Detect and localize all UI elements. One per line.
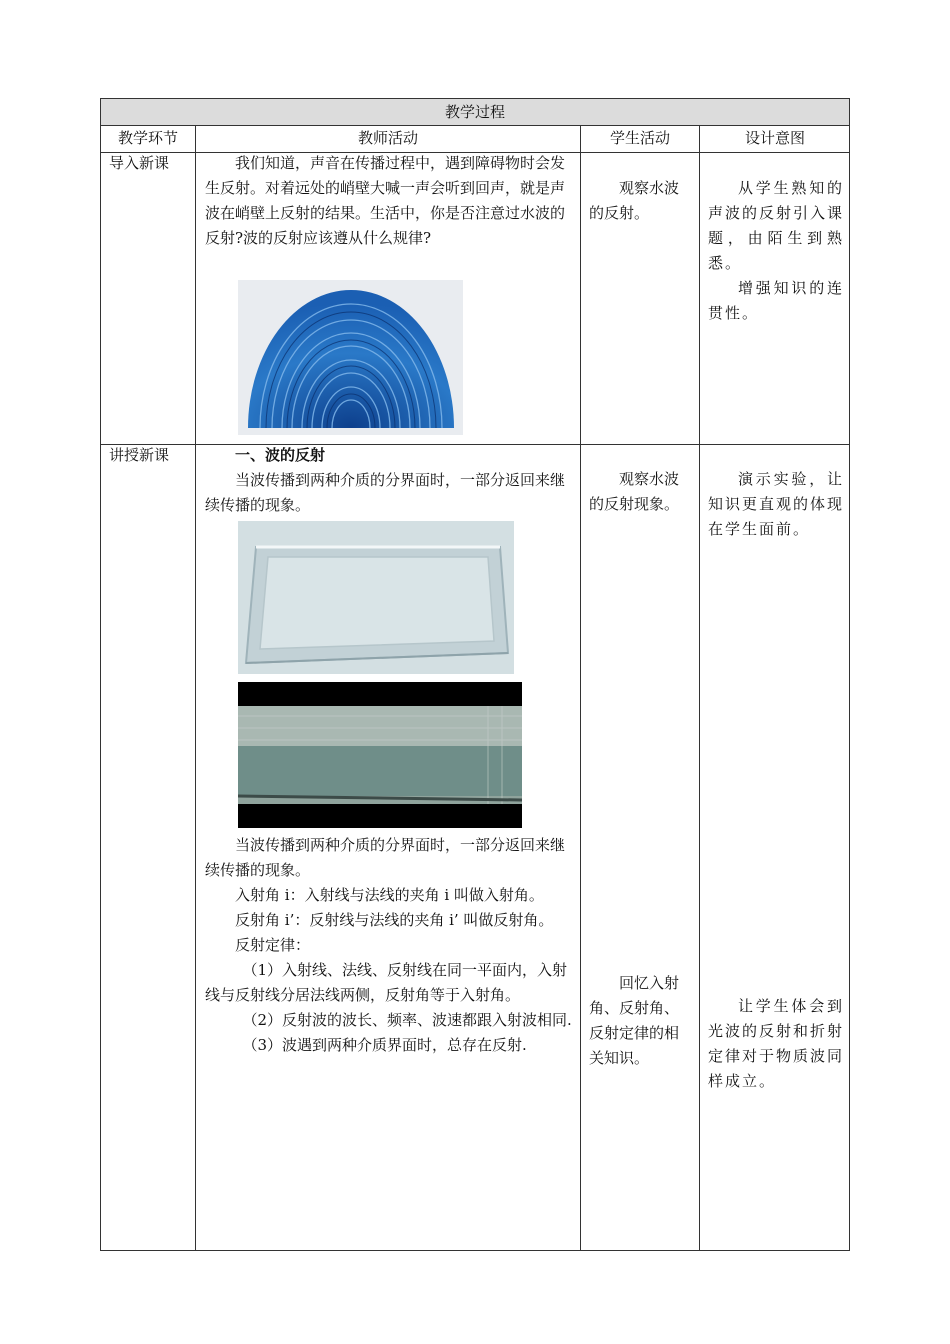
header-teacher: 教师活动 [357, 129, 418, 147]
law-item-2: （2）反射波的波长、频率、波速都跟入射波相同. [242, 1011, 572, 1029]
glass-tank-image [238, 521, 514, 674]
intent-intro-text-1: 从学生熟知的声波的反射引入课题，由陌生到熟悉。 [708, 179, 845, 272]
intent-teach-text-2: 让学生体会到光波的反射和折射定律对于物质波同样成立。 [708, 997, 845, 1090]
divider [699, 125, 700, 1251]
student-teach-text-1: 观察水波的反射现象。 [589, 470, 680, 513]
intent-teach-cell-2 [708, 994, 844, 1094]
stage-intro: 导入新课 [109, 154, 170, 172]
header-intent: 设计意图 [744, 129, 805, 147]
intent-intro-cell [708, 176, 844, 326]
teacher-intro-cell [205, 151, 573, 251]
student-teach-cell-2 [589, 971, 693, 1071]
wave-figure [238, 280, 463, 435]
law-item-1: （1）入射线、法线、反射线在同一平面内，入射线与反射线分居法线两侧，反射角等于入射角。 [205, 961, 568, 1004]
water-wave-semicircle-image [238, 280, 463, 435]
intent-teach-text-1: 演示实验，让知识更直观的体现在学生面前。 [708, 470, 845, 538]
tank-figure [238, 521, 514, 674]
teaching-process-table [100, 98, 850, 1251]
reflection-definition-repeat: 当波传播到两种介质的分界面时，一部分返回来继续传播的现象。 [205, 836, 566, 879]
reflection-definition: 当波传播到两种介质的分界面时，一部分返回来继续传播的现象。 [205, 471, 566, 514]
intent-teach-cell-1 [708, 467, 844, 542]
student-teach-cell-1 [589, 467, 693, 517]
law-item-3: （3）波遇到两种介质界面时，总存在反射. [242, 1036, 527, 1054]
student-teach-text-2: 回忆入射角、反射角、反射定律的相关知识。 [589, 974, 680, 1067]
intent-intro-text-2: 增强知识的连贯性。 [708, 279, 844, 322]
divider [195, 125, 196, 1251]
student-intro-text: 观察水波的反射。 [589, 179, 680, 222]
divider [580, 125, 581, 1251]
header-stage: 教学环节 [117, 129, 178, 147]
reflect-angle-text: 反射角 i’：反射线与法线的夹角 i’ 叫做反射角。 [235, 911, 554, 929]
teacher-teach-cell-top [205, 443, 573, 518]
tank-water-side-view-image [238, 682, 522, 828]
incident-angle-text: 入射角 i：入射线与法线的夹角 i 叫做入射角。 [235, 886, 544, 904]
intro-paragraph: 我们知道，声音在传播过程中，遇到障碍物时会发生反射。对着远处的峭壁大喊一声会听到回声，就是声波在峭壁上反射的结果。生活中，你是否注意过水波的反射?波的反射应该遵从什么规律? [205, 154, 566, 247]
student-intro-cell [589, 176, 693, 226]
header-student: 学生活动 [609, 129, 670, 147]
tank-side-figure [238, 682, 522, 828]
section-heading: 一、波的反射 [235, 446, 326, 464]
stage-teach: 讲授新课 [109, 446, 170, 464]
law-title: 反射定律： [235, 936, 311, 954]
teacher-teach-cell-bottom [205, 833, 573, 1058]
table-title: 教学过程 [101, 99, 849, 125]
